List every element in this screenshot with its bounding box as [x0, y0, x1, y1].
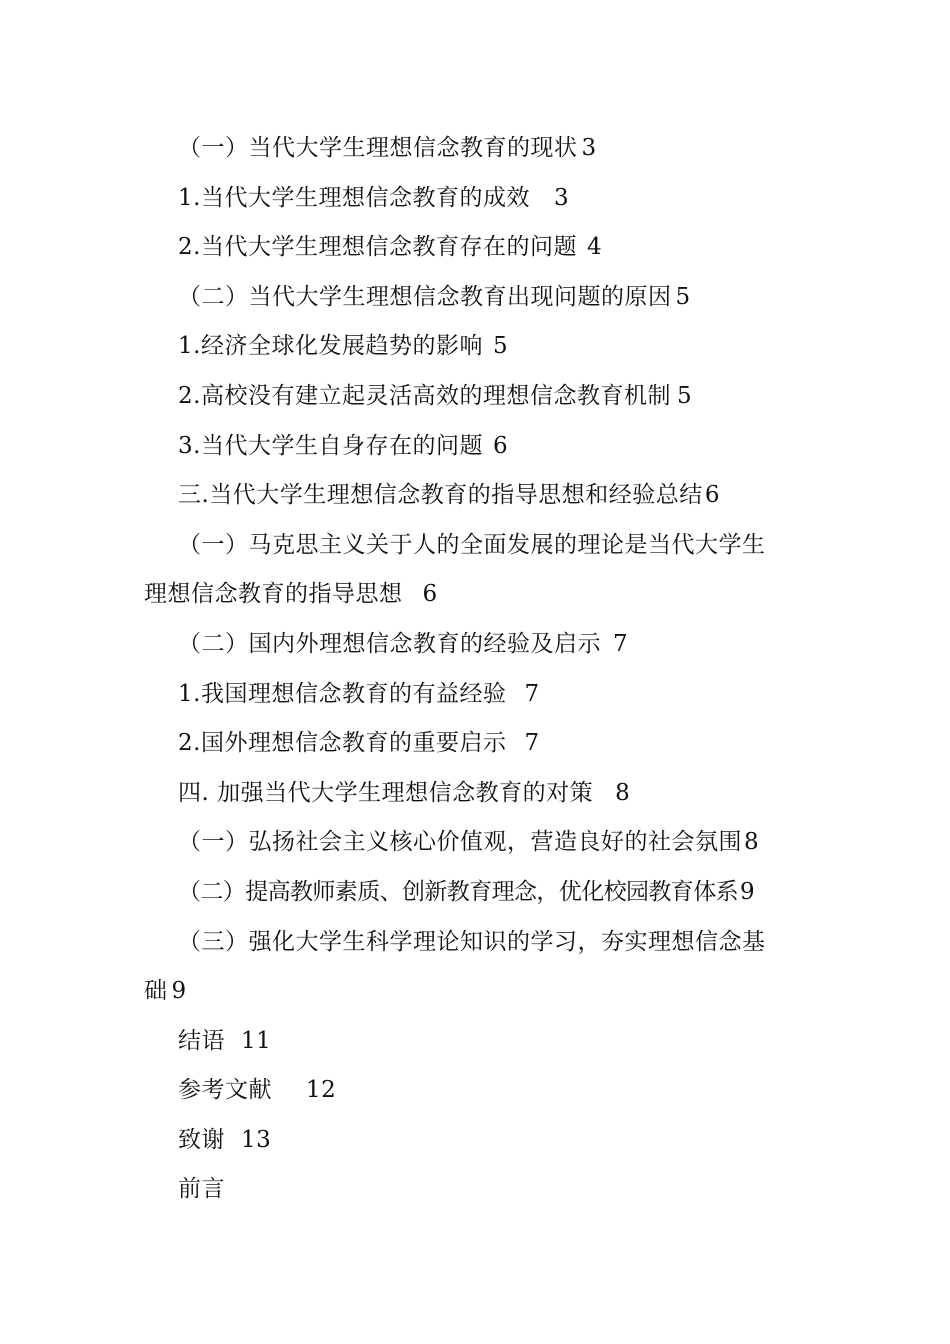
toc-entry: [144, 124, 824, 174]
toc-entry-page: 3: [581, 135, 597, 161]
toc-entry-title: 2.当代大学生理想信念教育存在的问题: [178, 234, 577, 261]
toc-entry-title: （三）强化大学生科学理论知识的学习，夯实理想信念基: [178, 928, 766, 955]
toc-entry-title: 1.当代大学生理想信念教育的成效: [178, 184, 530, 211]
toc-entry-title: （一）弘扬社会主义核心价值观，营造良好的社会氛围: [178, 829, 742, 856]
toc-entry-continuation: [144, 967, 824, 1017]
toc-entry-page: 9: [171, 978, 187, 1005]
toc-entry-page: 7: [524, 680, 540, 707]
toc-entry-title: 2.国外理想信念教育的重要启示: [178, 730, 507, 757]
toc-entry-page: 8: [615, 779, 631, 806]
toc-entry-title: 参考文献: [178, 1077, 272, 1104]
toc-entry-title: 1.经济全球化发展趋势的影响: [178, 333, 483, 360]
toc-entry-title: 三.当代大学生理想信念教育的指导思想和经验总结: [178, 482, 703, 509]
toc-entry-title: （二）当代大学生理想信念教育出现问题的原因: [178, 283, 672, 310]
toc-entry-title: 结语: [178, 1027, 225, 1054]
toc-entry-title: 前言: [178, 1176, 225, 1203]
toc-entry: [144, 719, 824, 769]
toc-entry-page: 7: [524, 730, 540, 757]
toc-entry-page: 7: [613, 630, 629, 657]
toc-entry-title: 3.当代大学生自身存在的问题: [178, 432, 483, 459]
toc-entry-page: 8: [744, 829, 760, 856]
toc-entry: [144, 322, 824, 372]
toc-entry-title: （一）当代大学生理想信念教育的现状: [178, 135, 578, 161]
toc-entry-title: 础: [144, 978, 168, 1005]
toc-entry: [144, 223, 824, 273]
toc-entry-page: 5: [492, 333, 509, 360]
toc-entry-title: 四. 加强当代大学生理想信念教育的对策: [178, 779, 594, 806]
toc-entry-title: 1.我国理想信念教育的有益经验: [178, 680, 507, 707]
toc-entry: [144, 670, 824, 720]
toc-entry: [144, 818, 824, 868]
toc-entry-page: 13: [241, 1126, 272, 1153]
toc-entry-title: 理想信念教育的指导思想: [144, 581, 403, 608]
toc-entry-page: 4: [586, 234, 603, 261]
toc-entry-title: 2.高校没有建立起灵活高效的理想信念教育机制: [178, 382, 671, 409]
toc-entry: [144, 918, 824, 968]
toc-entry: [144, 471, 824, 521]
toc-entry-page: 3: [553, 184, 570, 211]
toc-entry-title: 致谢: [178, 1126, 225, 1153]
toc-entry: [144, 273, 824, 323]
toc-entry-title: （一）马克思主义关于人的全面发展的理论是当代大学生: [178, 531, 766, 558]
toc-entry: [144, 372, 824, 422]
toc-entry-title: （二）国内外理想信念教育的经验及启示: [178, 630, 601, 657]
toc-entry-page: 11: [241, 1027, 272, 1054]
table-of-contents: [144, 124, 824, 1215]
toc-entry: [144, 769, 824, 819]
toc-entry: [144, 1066, 824, 1116]
toc-entry-page: 9: [740, 878, 755, 905]
toc-entry-page: 6: [492, 432, 509, 459]
toc-entry: [144, 868, 824, 918]
toc-entry-title: （二）提高教师素质、创新教育理念，优化校园教育体系: [178, 878, 739, 905]
toc-entry-page: 5: [675, 283, 691, 310]
toc-entry: [144, 521, 824, 571]
toc-entry: [144, 422, 824, 472]
section-heading: [144, 1165, 824, 1215]
toc-entry-page: 12: [306, 1077, 337, 1104]
toc-entry-page: 6: [704, 482, 720, 509]
toc-entry-page: 5: [676, 382, 693, 409]
toc-entry-page: 6: [422, 581, 438, 608]
toc-entry: [144, 620, 824, 670]
toc-entry: [144, 174, 824, 224]
toc-entry: [144, 1116, 824, 1166]
toc-entry-continuation: [144, 570, 824, 620]
toc-entry: [144, 1017, 824, 1067]
